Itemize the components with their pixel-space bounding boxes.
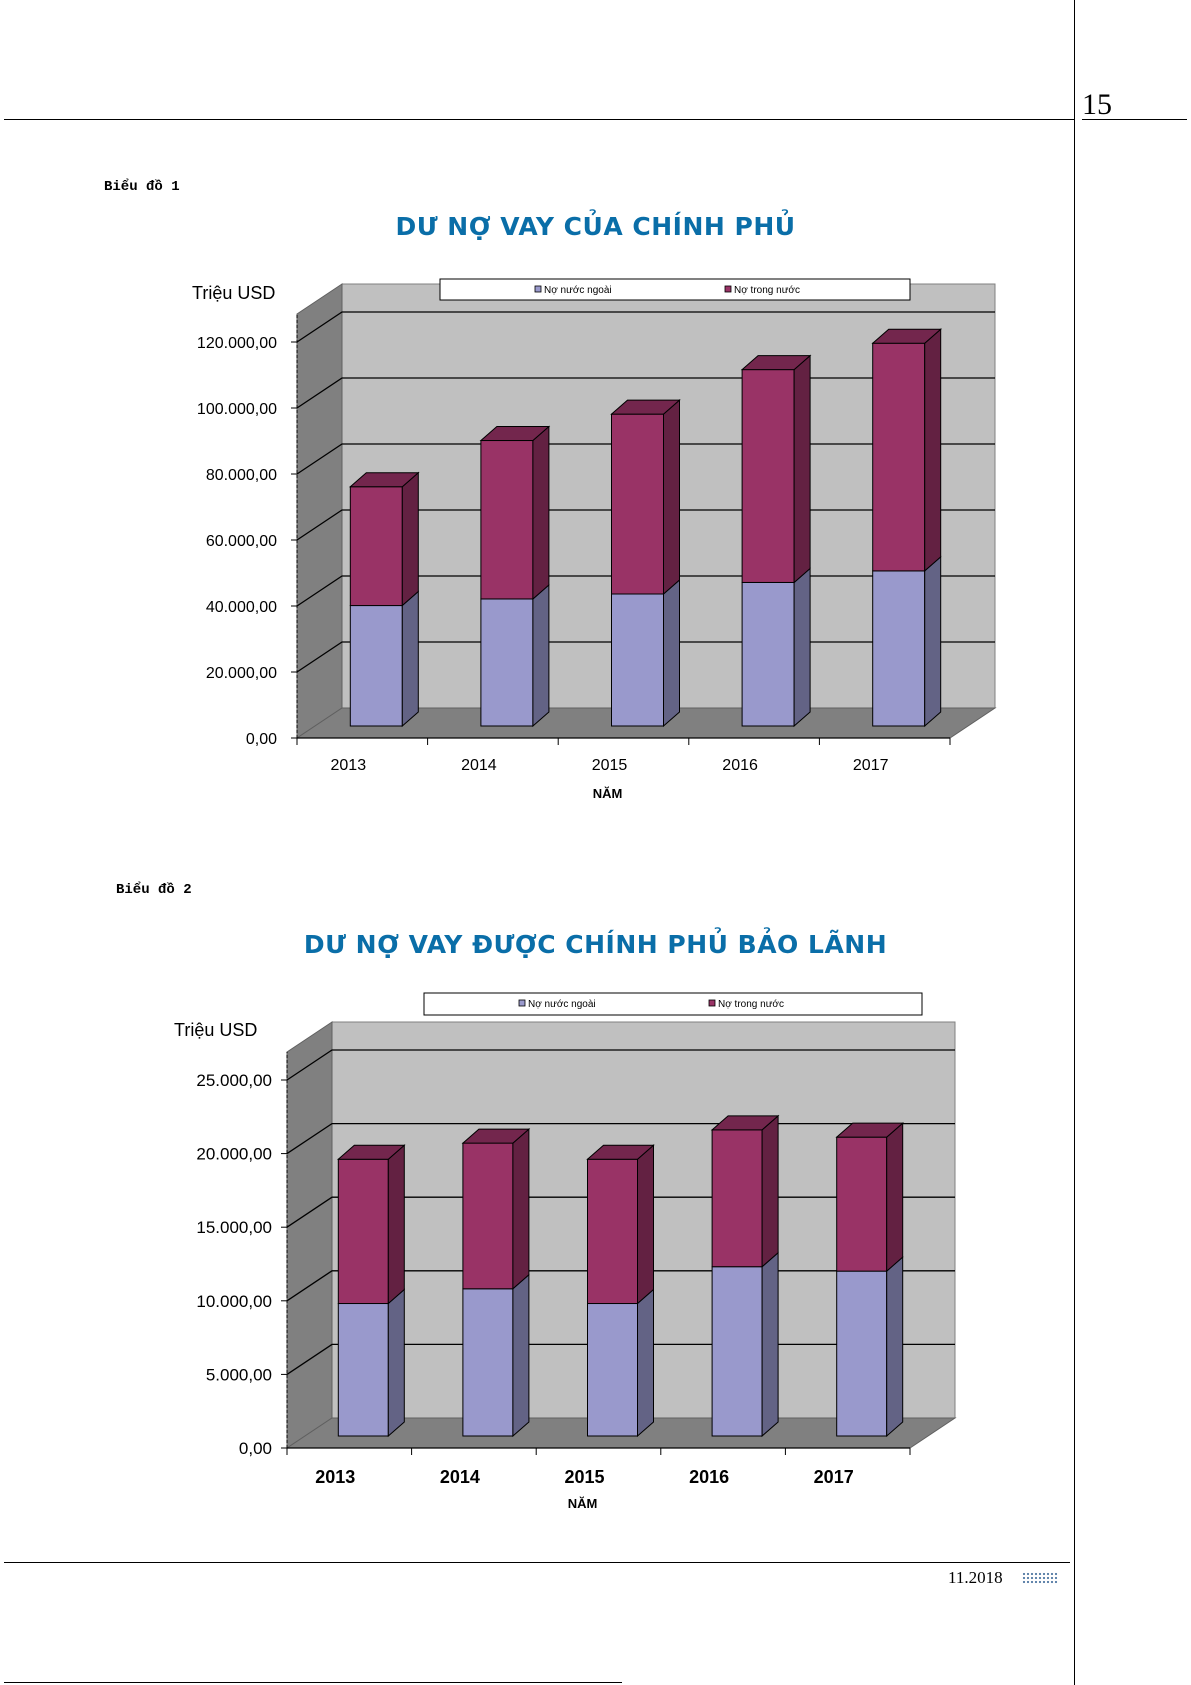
x-tick-label: 2017 (813, 1467, 854, 1487)
x-tick-label: 2017 (852, 757, 889, 774)
bar-side-domestic (762, 1116, 778, 1267)
bar-front-domestic (338, 1159, 388, 1303)
bar-side-domestic (638, 1145, 654, 1303)
y-axis-label: Triệu USD (192, 283, 276, 303)
y-tick-label: 25.000,00 (196, 1071, 272, 1090)
legend-entry: Nợ trong nước (734, 285, 800, 296)
y-tick-label: 5.000,00 (205, 1365, 272, 1385)
y-tick-label: 20.000,00 (196, 1144, 272, 1164)
legend-swatch (519, 1000, 525, 1006)
bar-front-foreign (837, 1271, 887, 1436)
bar-side-domestic (887, 1123, 903, 1271)
y-tick-label: 60.000,00 (205, 533, 277, 550)
x-tick-label: 2014 (461, 757, 497, 774)
x-tick-label: 2015 (591, 757, 628, 774)
bar-side-foreign (638, 1290, 654, 1436)
legend-entry: Nợ nước ngoài (528, 999, 596, 1010)
bar-front-domestic (837, 1137, 887, 1271)
x-tick-label: 2015 (564, 1467, 605, 1487)
bar-side-foreign (388, 1290, 404, 1436)
footer-dots-icon (1022, 1572, 1058, 1584)
footer-rule (4, 1562, 1070, 1563)
x-axis-label: NĂM (592, 786, 623, 801)
bar-side-domestic (388, 1145, 404, 1303)
page-number: 15 (1082, 88, 1112, 121)
y-tick-label: 0,00 (238, 1439, 272, 1458)
legend-swatch (709, 1000, 715, 1006)
y-axis-label: Triệu USD (174, 1020, 258, 1040)
chart-side-wall (287, 1022, 332, 1448)
x-tick-label: 2014 (439, 1467, 480, 1487)
chart-2-label: Biểu đồ 2 (116, 882, 192, 898)
bar-front-foreign (463, 1289, 513, 1436)
bar-side-domestic (513, 1129, 529, 1289)
x-tick-label: 2016 (689, 1467, 730, 1487)
y-tick-label: 15.000,00 (196, 1218, 272, 1238)
x-tick-label: 2013 (315, 1467, 356, 1487)
bar-front-foreign (588, 1304, 638, 1436)
chart-1-title: DƯ NỢ VAY CỦA CHÍNH PHỦ (395, 212, 796, 241)
x-tick-label: 2016 (722, 757, 758, 774)
y-tick-label: 10.000,00 (196, 1291, 272, 1311)
bar-side-foreign (513, 1275, 529, 1436)
legend-entry: Nợ nước ngoài (544, 285, 612, 296)
chart-2-title: DƯ NỢ VAY ĐƯỢC CHÍNH PHỦ BẢO LÃNH (303, 930, 888, 959)
bar-front-foreign (712, 1267, 762, 1436)
bar-front-domestic (588, 1159, 638, 1303)
x-axis-label: NĂM (567, 1496, 598, 1511)
y-tick-label: 120.000,00 (196, 335, 277, 352)
legend-box (424, 993, 922, 1015)
y-tick-label: 100.000,00 (196, 401, 277, 418)
bar-side-foreign (887, 1257, 903, 1436)
bar-front-foreign (338, 1304, 388, 1436)
bar-front-domestic (712, 1130, 762, 1267)
x-tick-label: 2013 (330, 757, 367, 774)
bottom-edge-rule (4, 1682, 622, 1683)
footer-date: 11.2018 (948, 1568, 1003, 1587)
y-tick-label: 0,00 (245, 731, 277, 748)
y-tick-label: 20.000,00 (205, 665, 277, 682)
y-tick-label: 80.000,00 (205, 467, 277, 484)
chart-1-label: Biểu đồ 1 (104, 179, 180, 195)
bar-front-domestic (463, 1143, 513, 1289)
legend-entry: Nợ trong nước (718, 999, 784, 1010)
bar-side-foreign (762, 1253, 778, 1436)
y-tick-label: 40.000,00 (205, 599, 277, 616)
